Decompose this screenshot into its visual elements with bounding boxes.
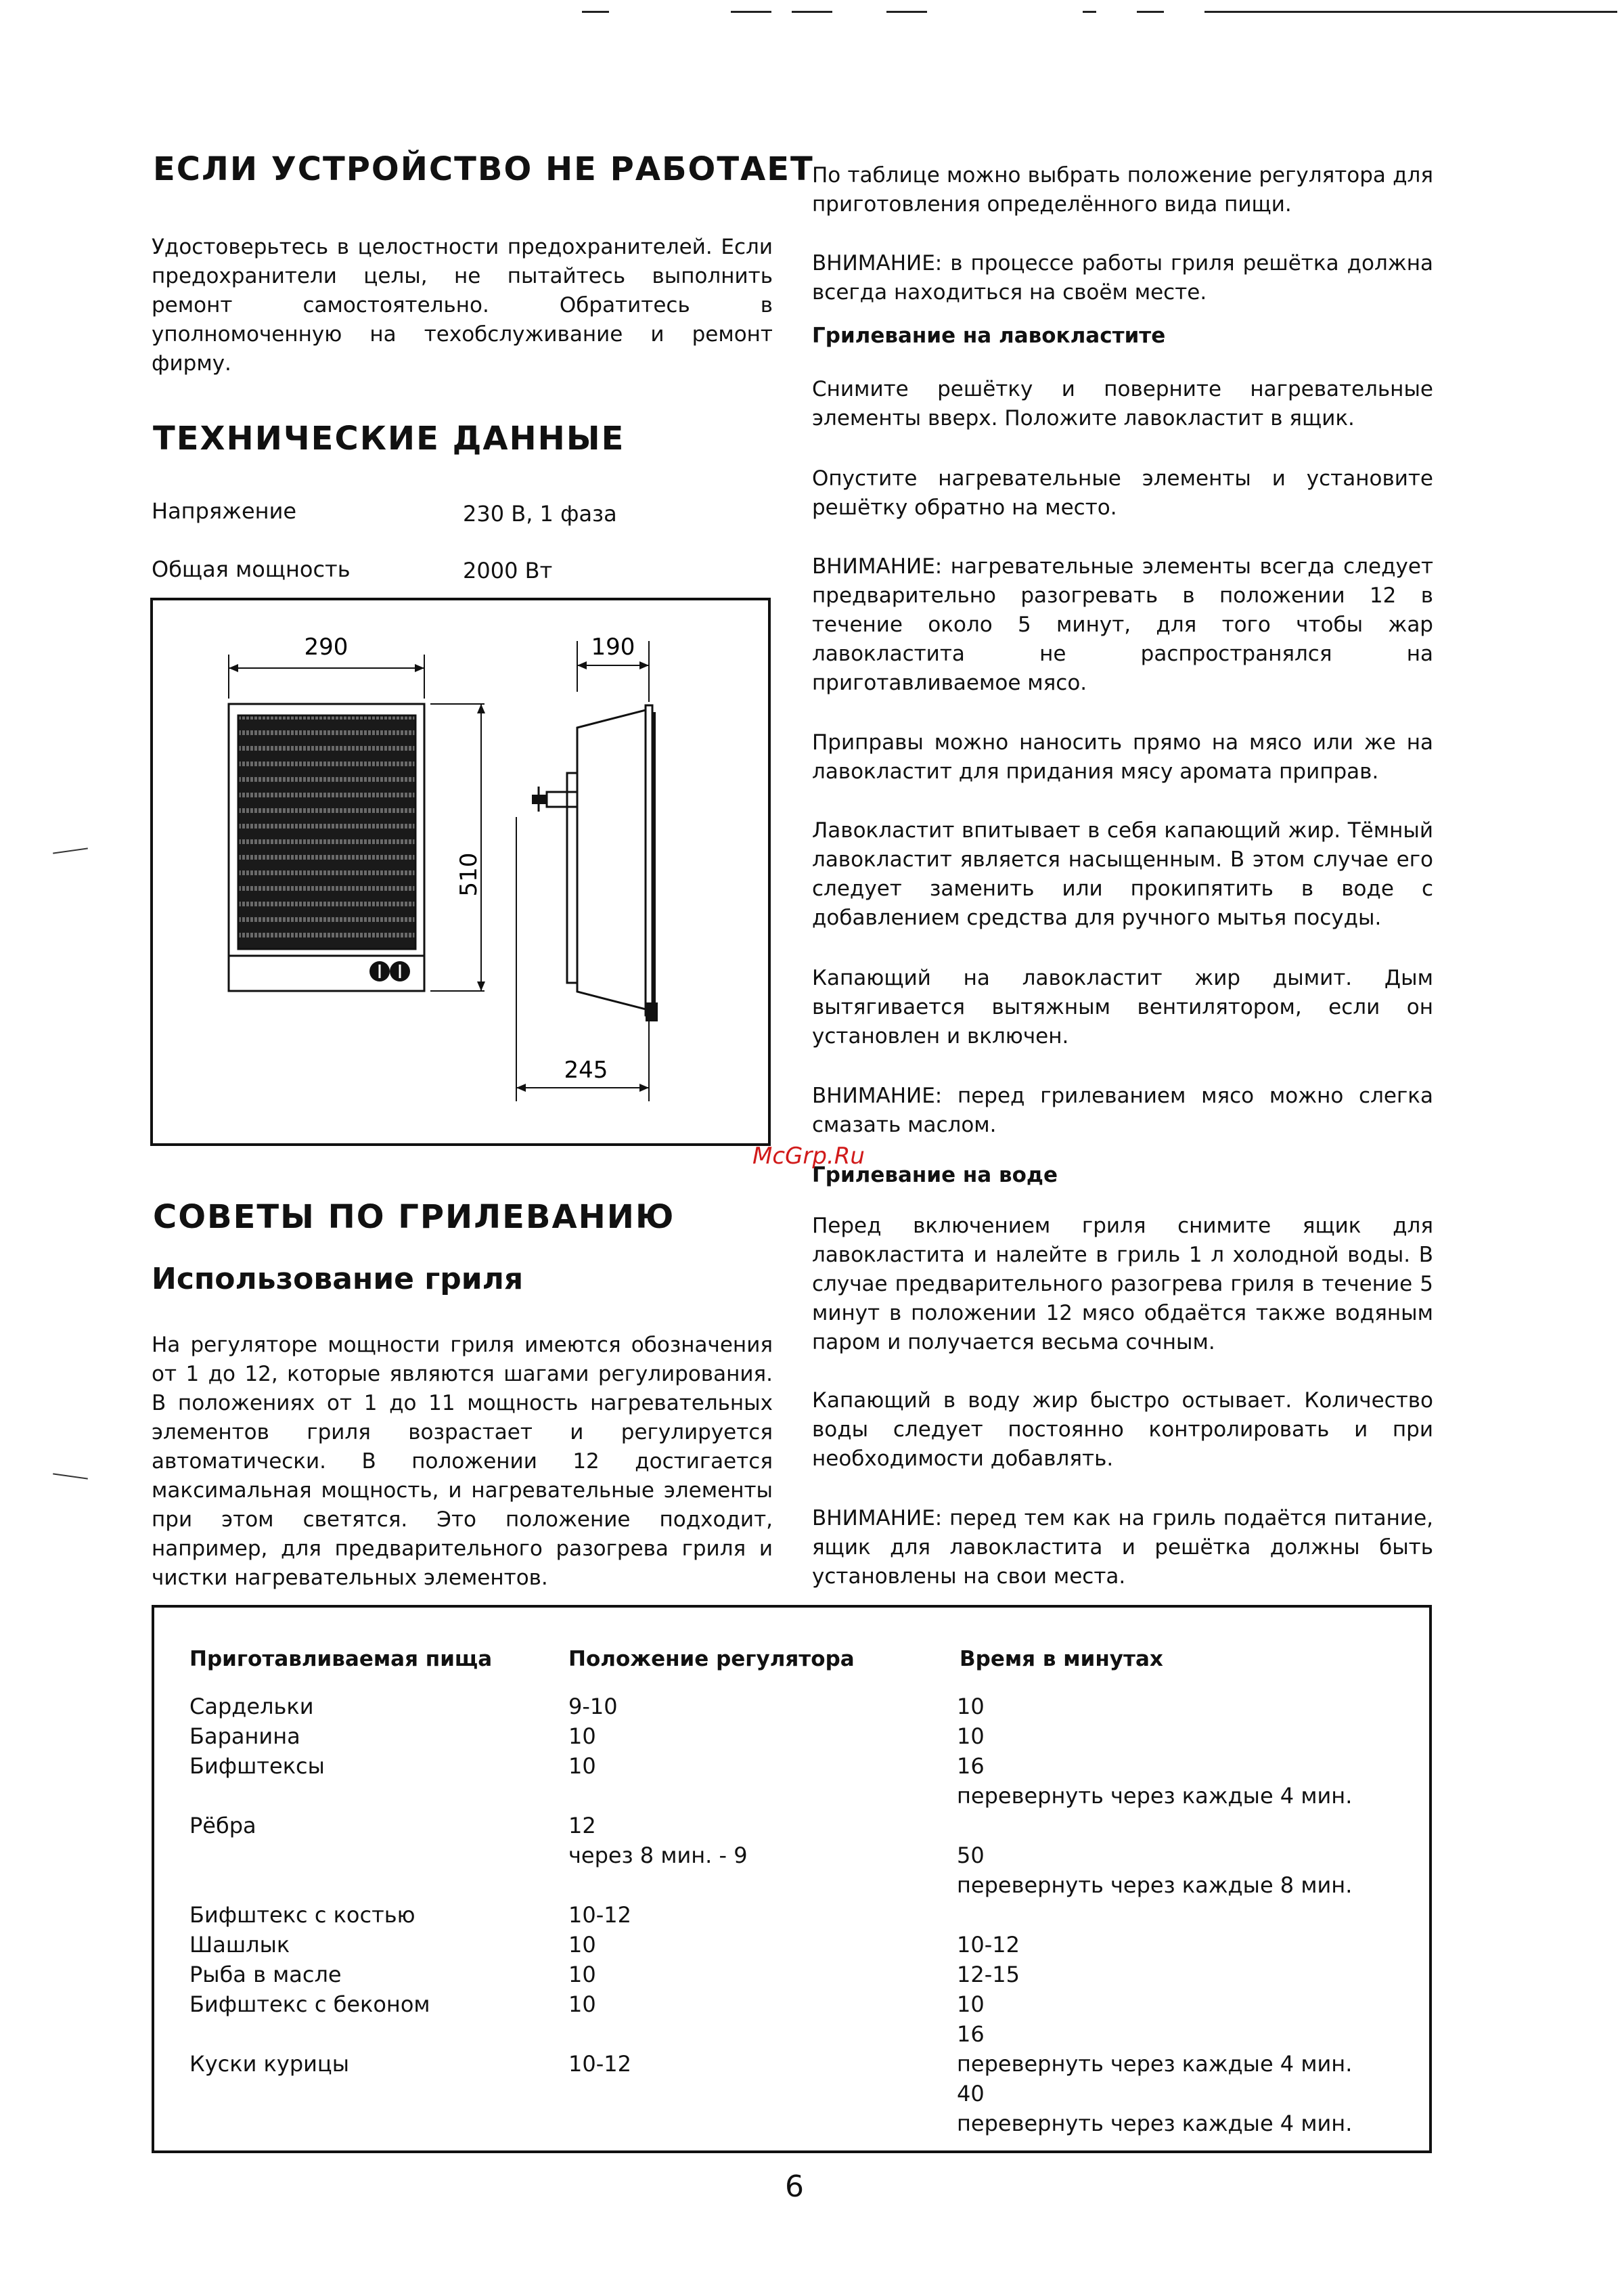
dim-depth-bottom-label: 245 bbox=[564, 1057, 608, 1084]
table-cell: Бифштекс с костью bbox=[189, 1902, 415, 1928]
table-cell: через 8 мин. - 9 bbox=[568, 1842, 748, 1868]
table-cell: 10-12 bbox=[568, 2051, 631, 2077]
scan-line bbox=[582, 11, 609, 13]
right-p12: ВНИМАНИЕ: перед тем как на гриль подаётся питание, ящик для лавокластита и решётка должны быть установлены на свои места. bbox=[812, 1506, 1433, 1589]
table-cell: 10 bbox=[568, 1753, 596, 1779]
side-view-body bbox=[577, 710, 646, 1009]
table-cell: 40 bbox=[957, 2081, 985, 2106]
table-cell: 12-15 bbox=[957, 1962, 1020, 1987]
table-cell: 10 bbox=[568, 1991, 596, 2017]
table-cell: 10-12 bbox=[957, 1932, 1020, 1958]
table-cell: 50 bbox=[957, 1842, 985, 1868]
tips-text: На регуляторе мощности гриля имеются обозначения от 1 до 12, которые являются шагами регулирования. В положениях от 1 до 11 мощность нагревательных элементов гриля возрастает и регулируется автоматически. В положении 12 достигается максимальная мощность, и нагревательные элементы при этом светятся. Это положение подходит, например, для предварительного разогрева гриля и чистки нагревательных элементов. bbox=[152, 1333, 773, 1590]
table-cell: перевернуть через каждые 4 мин. bbox=[957, 2051, 1353, 2077]
table-cell: Бифштекс с беконом bbox=[189, 1991, 430, 2017]
watermark: McGrp.Ru bbox=[752, 1143, 865, 1170]
table-cell: перевернуть через каждые 8 мин. bbox=[957, 1872, 1353, 1898]
heading-not-working: ЕСЛИ УСТРОЙСТВО НЕ РАБОТАЕТ bbox=[153, 150, 814, 188]
table-cell: 10 bbox=[957, 1991, 985, 2017]
spec-value-voltage: 230 В, 1 фаза bbox=[463, 501, 617, 527]
heading-lava: Грилевание на лавокластите bbox=[812, 324, 1166, 348]
spec-label-voltage: Напряжение bbox=[152, 498, 297, 524]
right-p5: ВНИМАНИЕ: нагревательные элементы всегда следует предварительно разогревать в положении 12 в течение около 5 минут, для того чтобы жар лавокластита не распространялся на приготавливаемое мясо. bbox=[812, 554, 1433, 695]
grill-drawing bbox=[153, 600, 768, 1143]
cooking-table bbox=[152, 1605, 1432, 2153]
table-cell: 12 bbox=[568, 1813, 596, 1838]
grill-grate bbox=[238, 715, 415, 949]
table-cell: 10 bbox=[568, 1962, 596, 1987]
spec-value-power: 2000 Вт bbox=[463, 558, 553, 583]
table-cell: 16 bbox=[957, 1753, 985, 1779]
table-header-time: Время в минутах bbox=[960, 1647, 1163, 1671]
right-p2: ВНИМАНИЕ: в процессе работы гриля решётка должна всегда находиться на своём месте. bbox=[812, 251, 1433, 305]
right-p10: Перед включением гриля снимите ящик для лавокластита и налейте в гриль 1 л холодной воды. В случае предварительного разогрева гриля в течение 5 минут в положении 12 мясо обдаётся также водяным паром и получается весьма сочным. bbox=[812, 1214, 1433, 1354]
margin-mark bbox=[53, 847, 88, 854]
table-header-position: Положение регулятора bbox=[568, 1647, 855, 1671]
not-working-text: Удостоверьтесь в целостности предохранителей. Если предохранители целы, не пытайтесь выполнить ремонт самостоятельно. Обратитесь в уполномоченную на техобслуживание и ремонт фирму. bbox=[152, 235, 773, 376]
page-number: 6 bbox=[785, 2169, 804, 2204]
scan-line bbox=[792, 11, 832, 13]
table-cell: Рыба в масле bbox=[189, 1962, 342, 1987]
table-cell: Рёбра bbox=[189, 1813, 256, 1838]
scan-line bbox=[886, 11, 927, 13]
table-cell: 10 bbox=[568, 1932, 596, 1958]
spec-label-power: Общая мощность bbox=[152, 556, 351, 582]
table-cell: Бифштексы bbox=[189, 1753, 325, 1779]
right-p9: ВНИМАНИЕ: перед грилеванием мясо можно слегка смазать маслом. bbox=[812, 1084, 1433, 1137]
dim-width-label: 290 bbox=[304, 634, 348, 661]
table-cell: Баранина bbox=[189, 1723, 300, 1749]
margin-mark bbox=[53, 1473, 88, 1479]
right-p6: Приправы можно наносить прямо на мясо или же на лавокластит для придания мясу аромата приправ. bbox=[812, 730, 1433, 784]
right-p4: Опустите нагревательные элементы и установите решётку обратно на место. bbox=[812, 466, 1433, 520]
right-p7: Лавокластит впитывает в себя капающий жир. Тёмный лавокластит является насыщенным. В этом случае его следует заменить или прокипятить в воде с добавлением средства для ручного мытья посуды. bbox=[812, 818, 1433, 930]
table-cell: 10-12 bbox=[568, 1902, 631, 1928]
table-cell: 10 bbox=[568, 1723, 596, 1749]
table-cell: перевернуть через каждые 4 мин. bbox=[957, 1783, 1353, 1809]
scan-line bbox=[731, 11, 771, 13]
table-cell: перевернуть через каждые 4 мин. bbox=[957, 2111, 1353, 2136]
right-p1: По таблице можно выбрать положение регулятора для приготовления определённого вида пищи. bbox=[812, 163, 1433, 217]
side-knob bbox=[547, 792, 577, 807]
dimension-diagram bbox=[150, 598, 771, 1146]
heading-water: Грилевание на воде bbox=[812, 1163, 1058, 1187]
table-cell: 16 bbox=[957, 2021, 985, 2047]
right-p3: Снимите решётку и поверните нагревательные элементы вверх. Положите лавокластит в ящик. bbox=[812, 377, 1433, 430]
scan-line bbox=[1204, 11, 1617, 13]
table-cell: 10 bbox=[957, 1694, 985, 1719]
dim-depth-top-label: 190 bbox=[591, 634, 635, 661]
dim-height-label: 510 bbox=[455, 852, 482, 897]
right-p11: Капающий в воду жир быстро остывает. Количество воды следует постоянно контролировать и при необходимости добавлять. bbox=[812, 1388, 1433, 1471]
table-cell: Сардельки bbox=[189, 1694, 314, 1719]
table-cell: 10 bbox=[957, 1723, 985, 1749]
subheading-grill-use: Использование гриля bbox=[152, 1262, 524, 1296]
heading-tips: СОВЕТЫ ПО ГРИЛЕВАНИЮ bbox=[153, 1198, 675, 1236]
table-cell: 9-10 bbox=[568, 1694, 618, 1719]
scan-line bbox=[1137, 11, 1164, 13]
scan-line bbox=[1083, 11, 1096, 13]
heading-tech-data: ТЕХНИЧЕСКИЕ ДАННЫЕ bbox=[153, 420, 625, 458]
table-header-food: Приготавливаемая пища bbox=[189, 1647, 493, 1671]
right-p8: Капающий на лавокластит жир дымит. Дым вытягивается вытяжным вентилятором, если он установлен и включен. bbox=[812, 966, 1433, 1048]
table-cell: Шашлык bbox=[189, 1932, 290, 1958]
table-cell: Куски курицы bbox=[189, 2051, 349, 2077]
